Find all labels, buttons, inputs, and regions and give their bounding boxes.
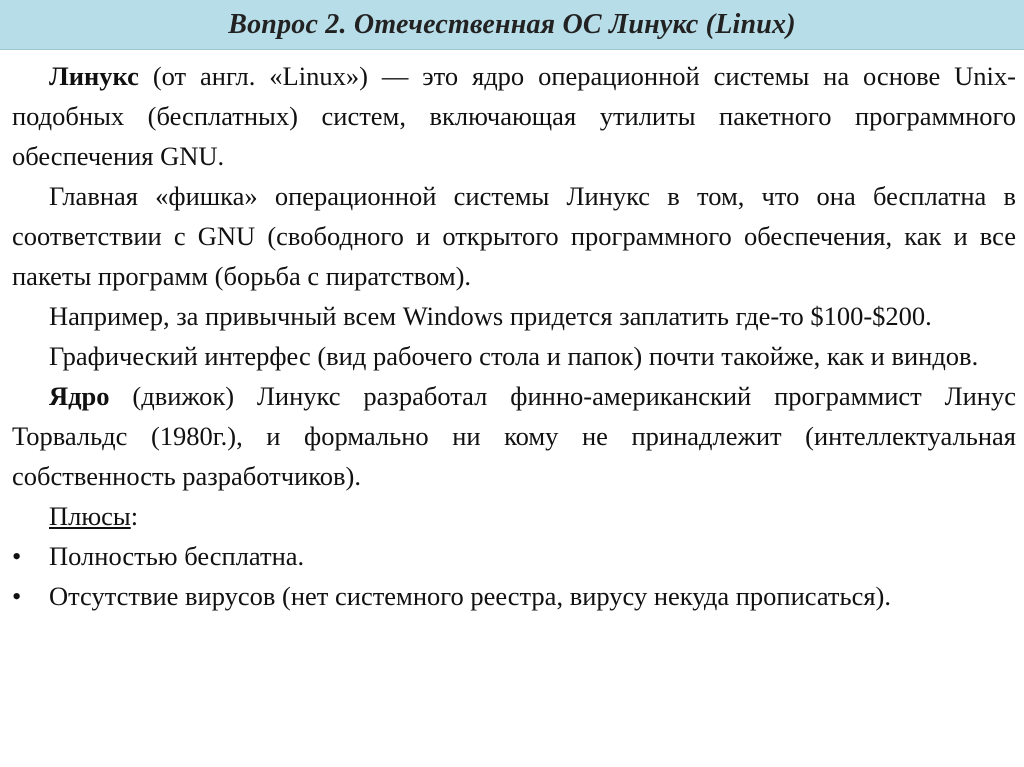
paragraph-definition: [12, 56, 1016, 176]
bullet-icon: •: [12, 581, 22, 611]
pros-item-text: Полностью бесплатна.: [49, 541, 305, 571]
pros-item-text: Отсутствие вирусов (нет системного реестра, вирусу некуда прописаться).: [49, 581, 891, 611]
term-kernel: Ядро: [49, 381, 110, 411]
paragraph-kernel: [12, 376, 1016, 496]
pros-heading: [12, 496, 1016, 536]
term-linux: Линукс: [49, 61, 139, 91]
slide-title: Вопрос 2. Отечественная ОС Линукс (Linux): [228, 8, 796, 40]
bullet-icon: •: [12, 541, 22, 571]
pros-item: [12, 576, 1016, 616]
pros-heading-colon: :: [130, 501, 139, 531]
paragraph-main-feature: Главная «фишка» операционной системы Линукс в том, что она бесплатна в соответствии с GNU (свободного и открытого программного обеспечения, как и все пакеты программ (борьба с пиратством).: [12, 181, 1016, 291]
pros-item: [12, 536, 1016, 576]
definition-text: (от англ. «Linux») — это ядро операционной системы на основе Unix-подобных (бесплатных) систем, включающая утилиты пакетного программного обеспечения GNU.: [12, 61, 1016, 171]
pros-heading-label: Плюсы: [49, 501, 131, 531]
kernel-text: (движок) Линукс разработал финно-американский программист Линус Торвальдс (1980г.), и формально ни кому не принадлежит (интеллектуальная собственность разработчиков).: [12, 381, 1016, 491]
paragraph-interface: Графический интерфес (вид рабочего стола и папок) почти такойже, как и виндов.: [49, 341, 979, 371]
title-bar: [0, 0, 1024, 50]
paragraph-windows-price: Например, за привычный всем Windows придется заплатить где-то $100-$200.: [49, 301, 932, 331]
slide-content: [12, 56, 1016, 616]
